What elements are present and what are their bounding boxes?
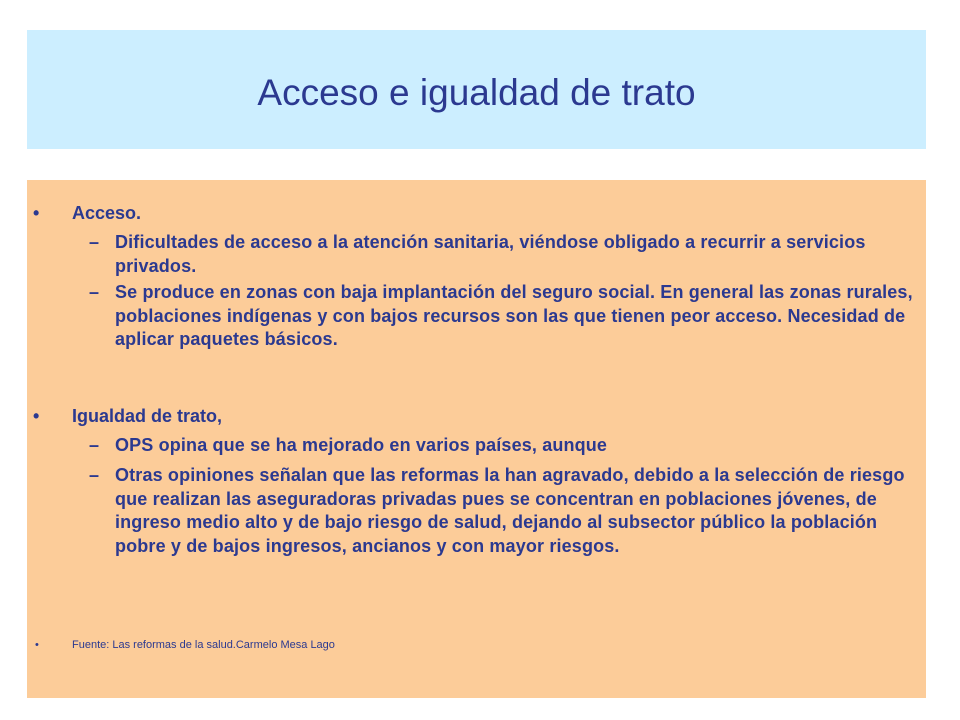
bullet-heading: Acceso. <box>72 203 142 223</box>
content-box <box>27 180 926 698</box>
dash-icon: – <box>89 232 100 252</box>
slide-title: Acceso e igualdad de trato <box>257 71 696 113</box>
title-box <box>27 30 926 149</box>
sub-bullet-text: OPS opina que se ha mejorado en varios países, aunque <box>115 435 608 455</box>
sub-bullet-text: Se produce en zonas con baja implantación del seguro social. En general las zonas rurales, poblaciones indígenas y con bajos recursos son las que tienen peor acceso. Necesidad de aplicar paquetes básicos. <box>115 282 913 349</box>
sub-bullet-text: Otras opiniones señalan que las reformas la han agravado, debido a la selección de riesgo que realizan las aseguradoras privadas pues se concentran en poblaciones jóvenes, de ingreso medio alto y de bajo riesgo de salud, dejando al subsector público la población pobre y de bajos ingresos, ancianos y con mayor riesgos. <box>115 465 905 556</box>
dash-icon: – <box>89 465 100 485</box>
bullet-icon: • <box>33 203 40 223</box>
bullet-icon: • <box>35 639 39 651</box>
bullet-heading: Igualdad de trato, <box>72 406 223 426</box>
sub-bullet-text: Dificultades de acceso a la atención sanitaria, viéndose obligado a recurrir a servicios privados. <box>115 232 866 276</box>
bullet-icon: • <box>33 406 40 426</box>
dash-icon: – <box>89 435 100 455</box>
source-text: Fuente: Las reformas de la salud.Carmelo Mesa Lago <box>72 639 335 651</box>
dash-icon: – <box>89 282 100 302</box>
